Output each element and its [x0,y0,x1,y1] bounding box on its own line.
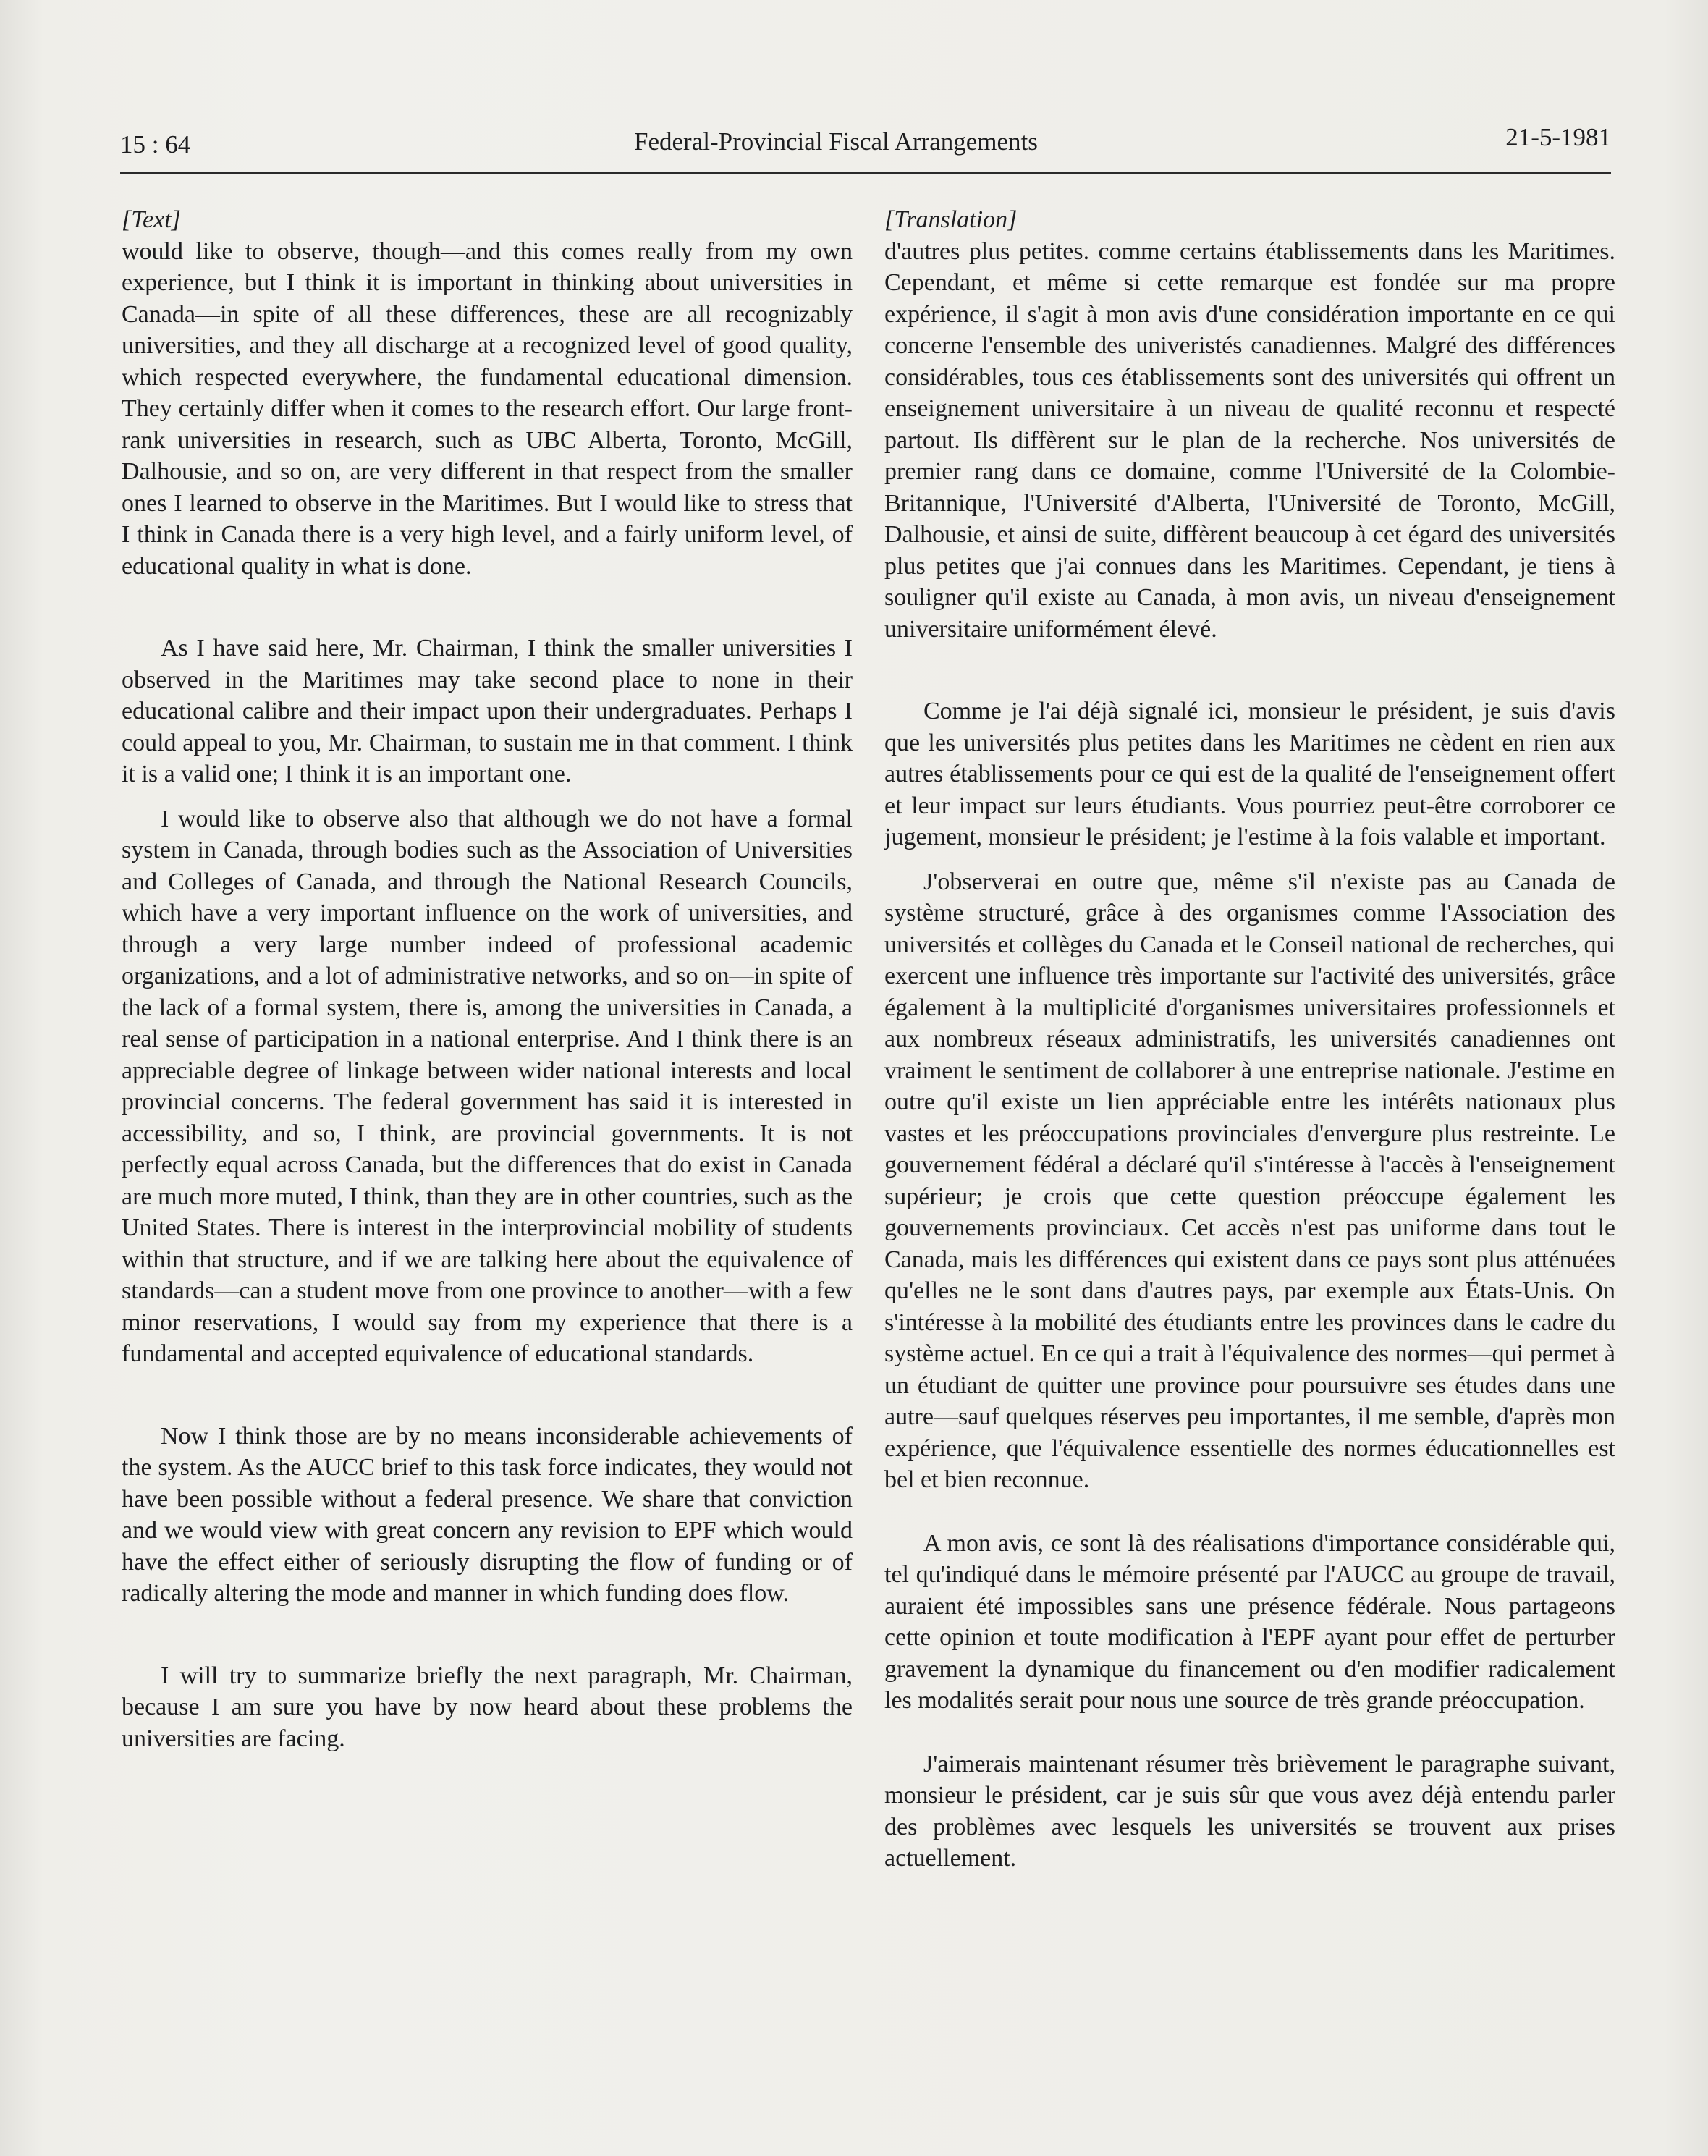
paragraph: d'autres plus petites. comme certains établissements dans les Maritimes. Cependant, et même si cette remarque est fondée sur ma propre expérience, il s'agit à mon avis d'une considération importante en ce qui concerne l'ensemble des univeristés canadiennes. Malgré des différences considérables, tous ces établissements sont des universités qui offrent un enseignement universitaire à un niveau de qualité reconnu et respecté partout. Ils diffèrent sur le plan de la recherche. Nos universités de premier rang dans ce domaine, comme l'Université de la Colombie-Britannique, l'Université d'Alberta, l'Université de Toronto, McGill, Dalhousie, et ainsi de suite, diffèrent beaucoup à cet égard des universités plus petites que j'ai connues dans les Maritimes. Cependant, je tiens à souligner qu'il existe au Canada, à mon avis, un niveau d'enseignement universitaire uniformément élevé. [884,237,1615,643]
french-column [884,204,1615,1874]
page-number: 15 : 64 [120,130,191,158]
paragraph: As I have said here, Mr. Chairman, I think the smaller universities I observed in the Maritimes may take second place to none in their educational calibre and their impact upon their undergraduates. Perhaps I could appeal to you, Mr. Chairman, to sustain me in that comment. I think it is a valid one; I think it is an important one. [122,635,853,787]
running-title: Federal-Provincial Fiscal Arrangements [634,127,1038,156]
page-header [120,123,1611,169]
header-rule [120,172,1611,174]
column-label-text: [Text] [122,206,181,233]
paragraph: Now I think those are by no means inconsiderable achievements of the system. As the AUCC brief to this task force indicates, they would not have been possible without a federal presence. We share that conviction and we would view with great concern any revision to EPF which would have the effect either of seriously disrupting the flow of funding or of radically altering the mode and manner in which funding does flow. [122,1422,853,1607]
paragraph: would like to observe, though—and this comes really from my own experience, but I think it is important in thinking about universities in Canada—in spite of all these differences, these are all recognizably universities, and they all discharge at a recognized level of good quality, which respected everywhere, the fundamental educational dimension. They certainly differ when it comes to the research effort. Our large front-rank universities in research, such as UBC Alberta, Toronto, McGill, Dalhousie, and so on, are very different in that respect from the smaller ones I learned to observe in the Maritimes. But I would like to stress that I think in Canada there is a very high level, and a fairly uniform level, of educational quality in what is done. [122,237,853,580]
paragraph: J'observerai en outre que, même s'il n'existe pas au Canada de système structuré, grâce à des organismes comme l'Association des universités et collèges du Canada et le Conseil national de recherches, qui exercent une influence très importante sur l'activité des universités, grâce également à la multiplicité d'organismes universitaires professionnels et aux nombreux réseaux administratifs, les universités canadiennes ont vraiment le sentiment de collaborer à une entreprise nationale. J'estime en outre qu'il existe un lien appréciable entre les intérêts nationaux plus vastes et les préoccupations provinciales d'envergure plus restreinte. Le gouvernement fédéral a déclaré qu'il s'intéresse à l'accès à l'enseignement supérieur; je crois que cette question préoccupe également les gouvernements provinciaux. Cet accès n'est pas uniforme dans tout le Canada, mais les différences qui existent dans ce pays sont plus atténuées qu'elles ne le sont dans d'autres pays, par exemple aux États-Unis. On s'intéresse à la mobilité des étudiants entre les provinces dans le cadre du système actuel. En ce qui a trait à l'équivalence des normes—qui permet à un étudiant de quitter une province pour poursuivre ses études dans une autre—sauf quelques réserves peu importantes, il me semble, d'après mon expérience, que l'équivalence essentielle des normes éducationnelles est bel et bien reconnue. [884,868,1615,1493]
column-label-translation: [Translation] [884,206,1018,233]
paragraph: Comme je l'ai déjà signalé ici, monsieur le président, je suis d'avis que les universités plus petites dans les Maritimes ne cèdent en rien aux autres établissements pour ce qui est de la qualité de l'enseignement offert et leur impact sur leurs étudiants. Vous pourriez peut-être corroborer ce jugement, monsieur le président; je l'estime à la fois valable et important. [884,698,1615,850]
paragraph: I will try to summarize briefly the next paragraph, Mr. Chairman, because I am sure you have by now heard about these problems the universities are facing. [122,1662,853,1752]
paragraph: A mon avis, ce sont là des réalisations d'importance considérable qui, tel qu'indiqué dans le mémoire présenté par l'AUCC au groupe de travail, auraient été impossibles sans une présence fédérale. Nous partageons cette opinion et toute modification à l'EPF ayant pour effet de perturber gravement la dynamique du financement ou d'en modifier radicalement les modalités serait pour nous une source de très grande préoccupation. [884,1529,1615,1714]
english-column [122,204,853,1754]
paragraph: J'aimerais maintenant résumer très brièvement le paragraphe suivant, monsieur le président, car je suis sûr que vous avez déjà entendu parler des problèmes avec lesquels les universités se trouvent aux prises actuellement. [884,1750,1615,1872]
page-date: 21-5-1981 [1505,123,1611,151]
paragraph: I would like to observe also that although we do not have a formal system in Canada, through bodies such as the Association of Universities and Colleges of Canada, and through the National Research Councils, which have a very important influence on the work of universities, and through a very large number indeed of professional academic organizations, and a lot of administrative networks, and so on—in spite of the lack of a formal system, there is, among the universities in Canada, a real sense of participation in a national enterprise. And I think there is an appreciable degree of linkage between wider national interests and local provincial concerns. The federal government has said it is interested in accessibility, and so, I think, are provincial governments. It is not perfectly equal across Canada, but the differences that do exist in Canada are much more muted, I think, than they are in other countries, such as the United States. There is interest in the interprovincial mobility of students within that structure, and if we are talking here about the equivalence of standards—can a student move from one province to another—with a few minor reservations, I would say from my experience that there is a fundamental and accepted equivalence of educational standards. [122,805,853,1367]
